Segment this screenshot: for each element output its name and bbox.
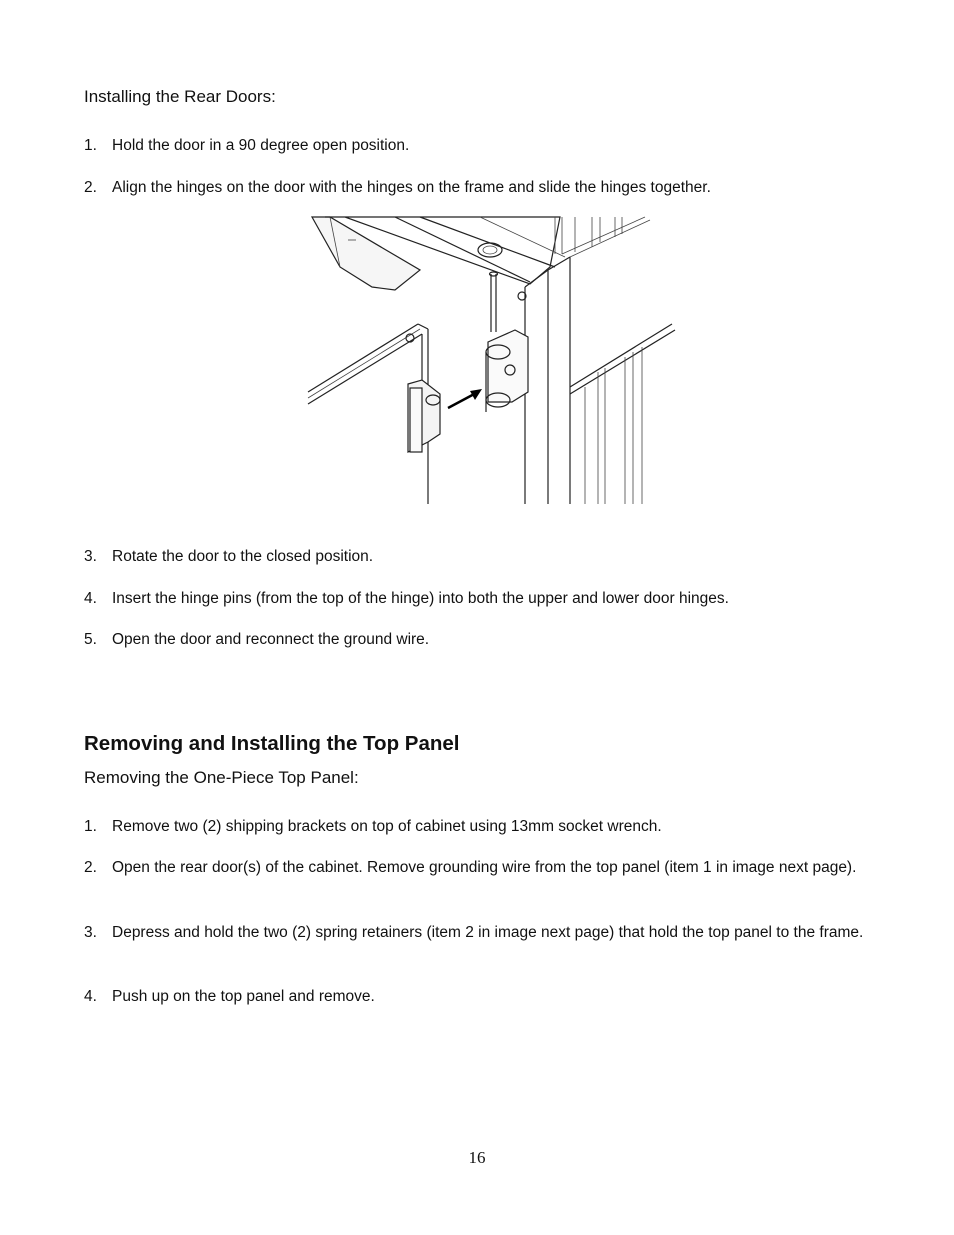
page-number: 16 xyxy=(468,1148,486,1167)
step-text: Open the rear door(s) of the cabinet. Remove grounding wire from the top panel (item 1 in image next page). xyxy=(112,859,857,876)
step-number: 5. xyxy=(84,631,97,648)
section-heading-top-panel: Removing and Installing the Top Panel xyxy=(84,732,460,755)
step-text: Open the door and reconnect the ground wire. xyxy=(112,631,430,648)
list-item xyxy=(84,856,884,879)
hinge-installation-illustration xyxy=(300,212,680,507)
list-item xyxy=(84,815,884,838)
step-text: Rotate the door to the closed position. xyxy=(112,548,374,565)
step-number: 2. xyxy=(84,179,97,196)
step-text: Depress and hold the two (2) spring retainers (item 2 in image next page) that hold the top panel to the frame. xyxy=(112,924,864,941)
list-item xyxy=(84,587,884,610)
list-item xyxy=(84,545,884,568)
subsection-heading-remove-top-panel: Removing the One-Piece Top Panel: xyxy=(84,768,359,787)
list-item xyxy=(84,985,884,1008)
step-number: 2. xyxy=(84,859,97,876)
step-text: Insert the hinge pins (from the top of the hinge) into both the upper and lower door hinges. xyxy=(112,590,729,607)
step-number: 1. xyxy=(84,818,97,835)
section-heading-rear-doors: Installing the Rear Doors: xyxy=(84,87,276,106)
list-item xyxy=(84,921,884,944)
step-number: 3. xyxy=(84,924,97,941)
step-number: 4. xyxy=(84,590,97,607)
list-item xyxy=(84,628,884,651)
step-text: Align the hinges on the door with the hinges on the frame and slide the hinges together. xyxy=(112,179,711,196)
step-number: 3. xyxy=(84,548,97,565)
step-text: Push up on the top panel and remove. xyxy=(112,988,375,1005)
step-number: 1. xyxy=(84,137,97,154)
list-item xyxy=(84,134,884,157)
list-item xyxy=(84,176,884,199)
step-text: Hold the door in a 90 degree open position. xyxy=(112,137,410,154)
step-text: Remove two (2) shipping brackets on top of cabinet using 13mm socket wrench. xyxy=(112,818,662,835)
step-number: 4. xyxy=(84,988,97,1005)
